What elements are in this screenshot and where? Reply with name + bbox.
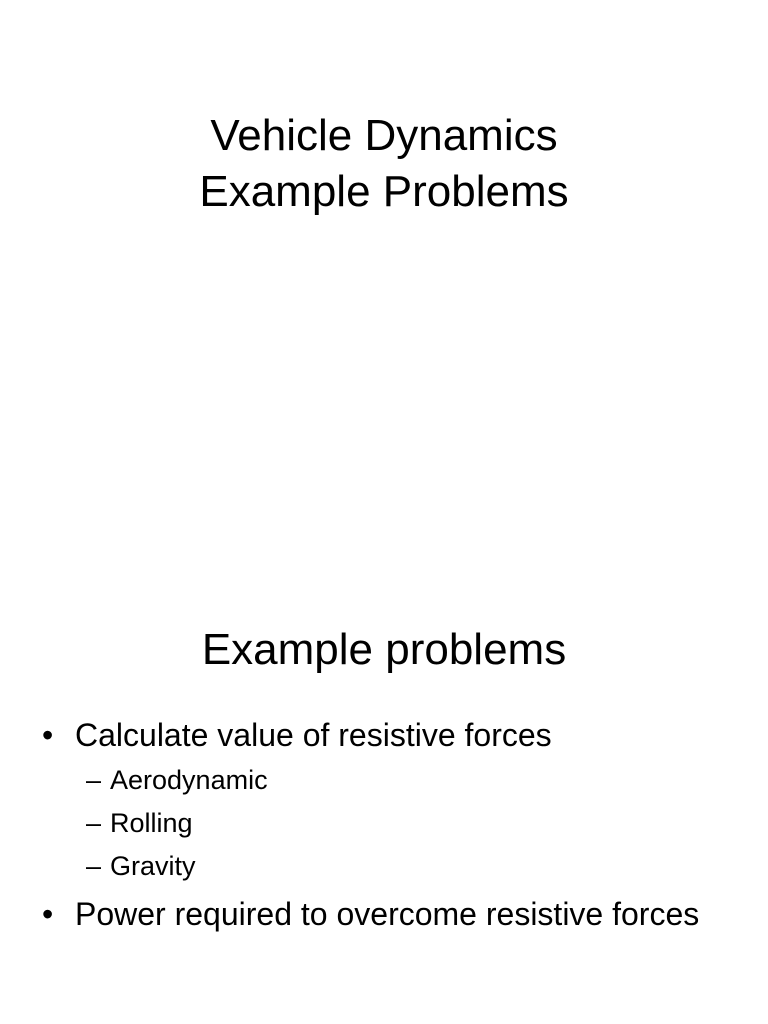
slide-title: Example problems: [201, 625, 567, 674]
sub-bullet-marker: –: [86, 851, 102, 881]
sub-bullet-item: [86, 806, 193, 840]
sub-bullet-text: Rolling: [110, 808, 193, 838]
sub-bullet-marker: –: [86, 765, 102, 795]
bullet-text: Power required to overcome resistive forces: [75, 896, 700, 932]
sub-bullet-item: [86, 763, 268, 797]
slide-title-line-1: Vehicle Dynamics: [210, 111, 558, 160]
sub-bullet-text: Aerodynamic: [110, 765, 268, 795]
bullet-marker: •: [42, 717, 54, 753]
sub-bullet-item: [86, 849, 196, 883]
slide-2: [0, 512, 768, 1024]
bullet-item: [42, 894, 722, 934]
sub-bullet-marker: –: [86, 808, 102, 838]
sub-bullet-text: Gravity: [110, 851, 196, 881]
bullet-marker: •: [42, 896, 54, 932]
bullet-item: [42, 715, 722, 755]
bullet-text: Calculate value of resistive forces: [75, 717, 552, 753]
slide-title-line-2: Example Problems: [199, 167, 569, 216]
